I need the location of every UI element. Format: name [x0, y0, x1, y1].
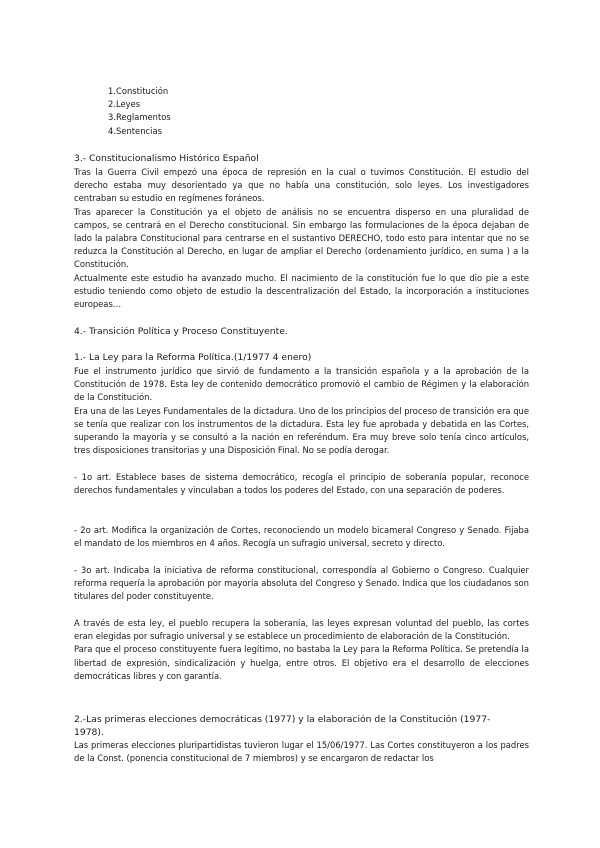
subsection-2-body: Las primeras elecciones pluripartidistas tuvieron lugar el 15/06/1977. Las Cortes constituyeron a los padres de la Const. (ponencia constitucional de 7 miembros) y se encargaron de redactar los: [74, 740, 529, 764]
article-3-item: - 3o art. Indicaba la iniciativa de reforma constitucional, correspondía al Gobierno o Congreso. Cualquier reforma requería la aprobación por mayoría absoluta del Congreso y Senado. Indica que los ciudadanos son titulares del poder constituyente.: [74, 565, 529, 602]
subsection-2-heading: 2.-Las primeras elecciones democráticas (1977) y la elaboración de la Constitución (1977-1978).: [74, 714, 491, 739]
section-3-heading: 3.- Constitucionalismo Histórico Español: [74, 153, 259, 164]
list-item: 4.Sentencias: [108, 125, 162, 136]
paragraph: Tras aparecer la Constitución ya el objeto de análisis no se encuentra disperso en una pluralidad de campos, se centrará en el Derecho constitucional. Sin embargo las formulaciones de la época dejaban de lado la palabra Constitucional para centrarse en el sustantivo DERECHO, todo esto para intentar que no se reduzca la Constitución al Derecho, en lugar de ampliar el Derecho (ordenamiento jurídico, en suma ) a la Constitución.: [74, 206, 529, 270]
subsection-1-body: [74, 365, 529, 457]
article-2-item: - 2o art. Modifica la organización de Cortes, reconociendo un modelo bicameral Congreso y Senado. Fijaba el mandato de los miembros en 4 años. Recogía un sufragio universal, secreto y directo.: [74, 525, 529, 549]
subsection-1-heading: 1.- La Ley para la Reforma Política.(1/1977 4 enero): [74, 352, 312, 363]
list-item: 1.Constitución: [108, 86, 169, 96]
numbered-list: [108, 85, 171, 138]
paragraph: Actualmente este estudio ha avanzado mucho. El nacimiento de la constitución fue lo que dio pie a este estudio teniendo como objeto de estudio la descentralización del Estado, la incorporación a instituciones europeas…: [74, 272, 529, 310]
list-item: 2.Leyes: [108, 99, 141, 110]
list-item: 3.Reglamentos: [108, 112, 171, 123]
section-3-body: [74, 166, 529, 311]
paragraph: Tras la Guerra Civil empezó una época de represión en la cual o tuvimos Constitución. El estudio del derecho estaba muy desorientado ya que no había una constitución, solo leyes. Los investigadores centraban su estudio en regímenes foráneos.: [74, 167, 529, 204]
section-4-heading: 4.- Transición Política y Proceso Constituyente.: [74, 326, 288, 337]
paragraph: A través de esta ley, el pueblo recupera la soberanía, las leyes expresan voluntad del pueblo, las cortes eran elegidas por sufragio universal y se establece un procedimiento de elaboración de la Constitución.: [74, 618, 529, 642]
closing-body: [74, 617, 529, 683]
paragraph: Fue el instrumento jurídico que sirvió de fundamento a la transición española y a la aprobación de la Constitución de 1978. Esta ley de contenido democrático promovió el cambio de Régimen y la elaboración de la Constitución.: [74, 366, 529, 403]
paragraph: Era una de las Leyes Fundamentales de la dictadura. Uno de los principios del proceso de transición era que se tenía que realizar con los instrumentos de la dictadura. Esta ley fue aprobada y debatida en las Cortes, superando la mayoría y se consultó a la nación en referéndum. Era muy breve solo tenía cinco artículos, tres disposiciones transitorias y una Disposición Final. No se podía derogar.: [74, 405, 529, 456]
article-1-item: - 1o art. Establece bases de sistema democrático, recogía el principio de soberanía popular, reconoce derechos fundamentales y vinculaban a todos los poderes del Estado, con una separación de poderes.: [74, 472, 529, 496]
paragraph: Para que el proceso constituyente fuera legítimo, no bastaba la Ley para la Reforma Política. Se pretendía la libertad de expresión, sindicalización y huelga, entre otros. El objetivo era el desarrollo de elecciones democráticas libres y con garantía.: [74, 644, 529, 681]
